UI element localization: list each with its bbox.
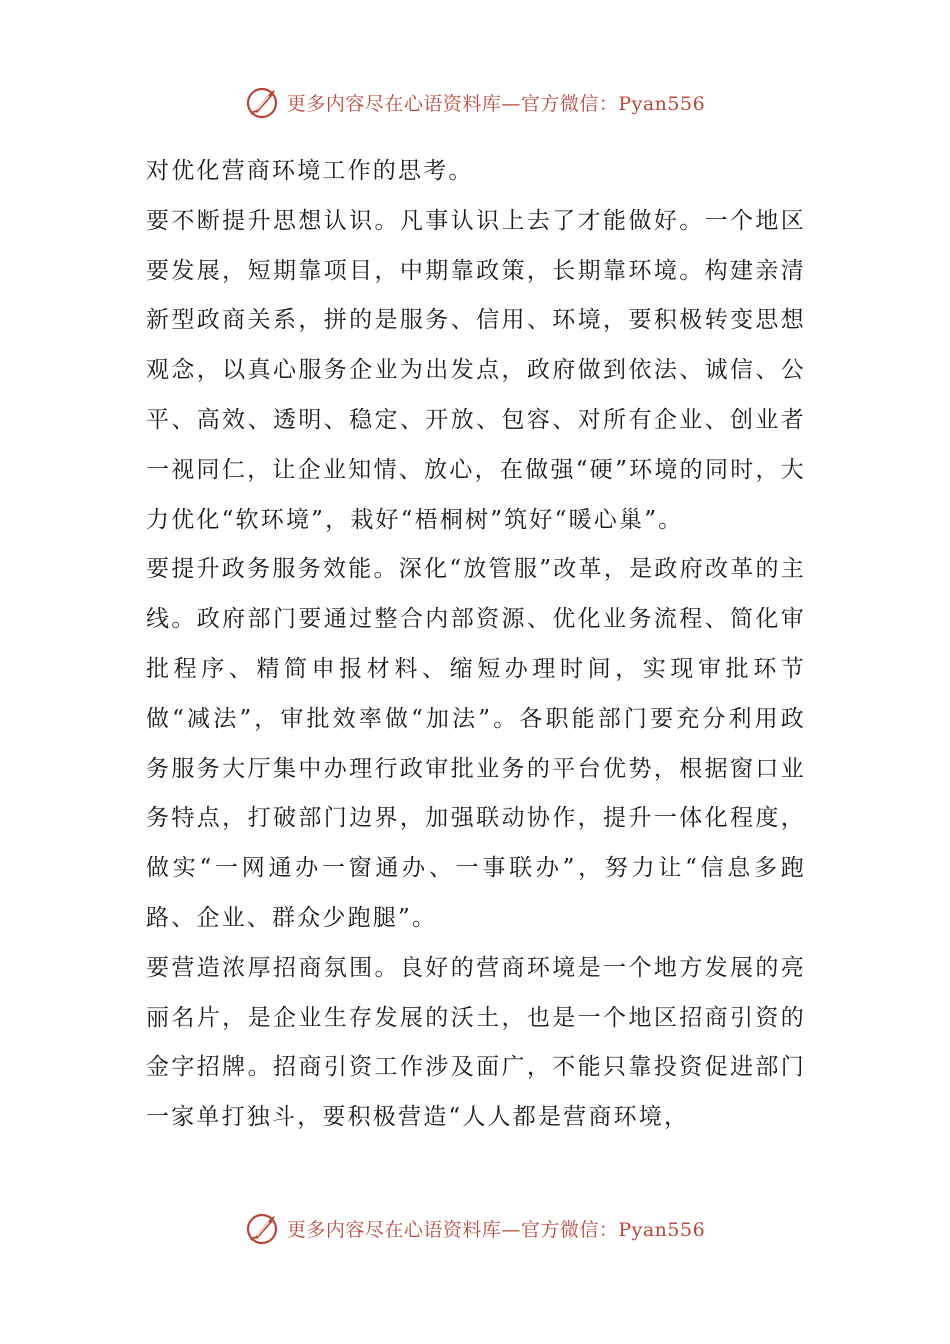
quill-logo-icon bbox=[245, 1210, 281, 1246]
document-body bbox=[146, 147, 806, 1143]
paragraph-intro: 对优化营商环境工作的思考。 bbox=[146, 158, 474, 184]
header-banner bbox=[0, 84, 950, 120]
footer-banner-text: 更多内容尽在心语资料库—官方微信：Pyan556 bbox=[286, 1218, 706, 1241]
paragraph-thinking: 要不断提升思想认识。凡事认识上去了才能做好。一个地区要发展，短期靠项目，中期靠政策，长期靠环境。构建亲清新型政商关系，拼的是服务、信用、环境，要积极转变思想观念，以真心服务企业为出发点，政府做到依法、诚信、公平、高效、透明、稳定、开放、包容、对所有企业、创业者一视同仁，让企业知情、放心，在做强“硬”环境的同时，大力优化“软环境”，栽好“梧桐树”筑好“暖心巢”。 bbox=[146, 207, 806, 533]
quill-logo-icon bbox=[245, 84, 281, 120]
header-banner-text: 更多内容尽在心语资料库—官方微信：Pyan556 bbox=[286, 92, 706, 115]
footer-banner bbox=[0, 1210, 950, 1246]
paragraph-service: 要提升政务服务效能。深化“放管服”改革，是政府改革的主线。政府部门要通过整合内部资源、优化业务流程、简化审批程序、精简申报材料、缩短办理时间，实现审批环节做“减法”，审批效率做“加法”。各职能部门要充分利用政务服务大厅集中办理行政审批业务的平台优势，根据窗口业务特点，打破部门边界，加强联动协作，提升一体化程度，做实“一网通办一窗通办、一事联办”，努力让“信息多跑路、企业、群众少跑腿”。 bbox=[146, 556, 806, 931]
paragraph-investment: 要营造浓厚招商氛围。良好的营商环境是一个地方发展的亮丽名片，是企业生存发展的沃土，也是一个地区招商引资的金字招牌。招商引资工作涉及面广，不能只靠投资促进部门一家单打独斗，要积极营造“人人都是营商环境， bbox=[146, 954, 806, 1131]
